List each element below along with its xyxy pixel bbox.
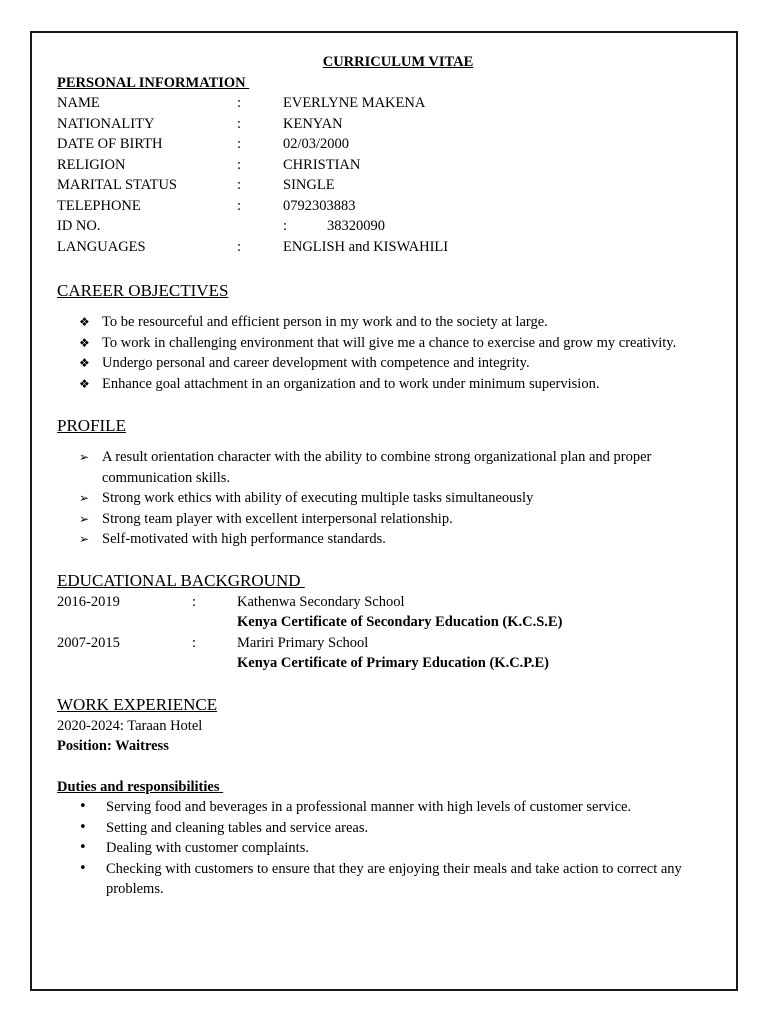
list-item: • Setting and cleaning tables and service areas. bbox=[57, 818, 717, 839]
row-value: EVERLYNE MAKENA bbox=[283, 95, 426, 111]
list-item: ❖ Enhance goal attachment in an organization and to work under minimum supervision. bbox=[57, 374, 717, 395]
arrow-bullet-icon: ➢ bbox=[79, 491, 90, 505]
diamond-bullet-icon: ❖ bbox=[79, 356, 90, 370]
dot-bullet-icon: • bbox=[79, 840, 87, 855]
dot-bullet-icon: • bbox=[79, 819, 87, 835]
row-colon: : bbox=[283, 218, 288, 234]
diamond-bullet-icon: ❖ bbox=[79, 376, 90, 391]
personal-row-id-no bbox=[57, 216, 717, 237]
education-award-row bbox=[57, 653, 717, 674]
list-item: ❖ To work in challenging environment that will give me a chance to exercise and grow my creativity. bbox=[57, 333, 717, 354]
row-value: SINGLE bbox=[283, 177, 335, 193]
row-colon: : bbox=[237, 238, 242, 255]
row-value: ENGLISH and KISWAHILI bbox=[283, 238, 449, 255]
row-value: KENYAN bbox=[283, 115, 343, 132]
personal-row-nationality bbox=[57, 114, 717, 135]
row-label: ID NO. bbox=[57, 218, 101, 234]
row-colon: : bbox=[237, 95, 242, 111]
personal-row-religion bbox=[57, 155, 717, 176]
list-item: ➢ A result orientation character with the ability to combine strong organizational plan and proper communication skills. bbox=[79, 449, 652, 486]
row-value: CHRISTIAN bbox=[283, 156, 361, 173]
list-item: • Serving food and beverages in a professional manner with high levels of customer service. bbox=[57, 797, 717, 818]
personal-row-marital-status bbox=[57, 175, 717, 196]
duties-list bbox=[57, 797, 717, 900]
diamond-bullet-icon: ❖ bbox=[79, 335, 90, 350]
row-colon: : bbox=[237, 115, 242, 132]
row-value: 0792303883 bbox=[283, 197, 356, 214]
row-colon: : bbox=[237, 177, 242, 193]
list-item: • Checking with customers to ensure that they are enjoying their meals and take action to correct any problems. bbox=[79, 860, 682, 897]
row-label: RELIGION bbox=[57, 156, 126, 173]
arrow-bullet-icon: ➢ bbox=[79, 532, 90, 546]
education-award: Kenya Certificate of Primary Education (K.C.P.E) bbox=[237, 655, 549, 671]
list-item: ➢ Self-motivated with high performance standards. bbox=[57, 529, 717, 550]
duties-heading: Duties and responsibilities bbox=[57, 778, 224, 795]
education-years: 2016-2019 bbox=[57, 593, 120, 610]
row-value: 02/03/2000 bbox=[283, 136, 350, 152]
row-label: TELEPHONE bbox=[57, 197, 141, 214]
dot-bullet-icon: • bbox=[79, 860, 87, 876]
dot-bullet-icon: • bbox=[79, 799, 87, 814]
education-entry bbox=[57, 633, 717, 654]
diamond-bullet-icon: ❖ bbox=[79, 315, 90, 329]
personal-row-name bbox=[57, 93, 717, 114]
education-heading: EDUCATIONAL BACKGROUND bbox=[57, 570, 305, 590]
profile-heading: PROFILE bbox=[57, 416, 126, 435]
personal-info-heading: PERSONAL INFORMATION bbox=[57, 74, 250, 91]
education-entry bbox=[57, 592, 717, 613]
list-item: ❖ To be resourceful and efficient person in my work and to the society at large. bbox=[57, 312, 717, 333]
row-label: LANGUAGES bbox=[57, 238, 146, 255]
cv-document bbox=[57, 52, 717, 900]
list-item: • Dealing with customer complaints. bbox=[57, 838, 717, 859]
row-value: 38320090 bbox=[327, 218, 385, 234]
profile-list bbox=[57, 447, 717, 550]
work-period: 2020-2024: Taraan Hotel bbox=[57, 717, 203, 734]
education-colon: : bbox=[192, 634, 197, 651]
row-label: DATE OF BIRTH bbox=[57, 136, 163, 152]
row-label: MARITAL STATUS bbox=[57, 177, 177, 193]
list-item: ❖ Undergo personal and career development with competence and integrity. bbox=[57, 353, 717, 374]
row-colon: : bbox=[237, 197, 242, 214]
row-label: NATIONALITY bbox=[57, 115, 155, 132]
personal-row-telephone bbox=[57, 196, 717, 217]
education-school: Mariri Primary School bbox=[237, 634, 369, 651]
arrow-bullet-icon: ➢ bbox=[79, 511, 90, 526]
row-colon: : bbox=[237, 156, 242, 173]
arrow-bullet-icon: ➢ bbox=[79, 450, 90, 464]
row-colon: : bbox=[237, 136, 242, 152]
list-item: ➢ Strong team player with excellent interpersonal relationship. bbox=[57, 509, 717, 530]
list-item: ➢ Strong work ethics with ability of executing multiple tasks simultaneously bbox=[57, 488, 717, 509]
document-title: CURRICULUM VITAE bbox=[322, 54, 474, 70]
education-award-row bbox=[57, 612, 717, 633]
work-experience-heading: WORK EXPERIENCE bbox=[57, 694, 218, 714]
work-position: Position: Waitress bbox=[57, 738, 169, 754]
personal-row-dob bbox=[57, 134, 717, 155]
education-years: 2007-2015 bbox=[57, 634, 120, 651]
education-school: Kathenwa Secondary School bbox=[237, 593, 405, 610]
education-colon: : bbox=[192, 593, 197, 610]
education-entries bbox=[57, 592, 717, 674]
career-objectives-heading: CAREER OBJECTIVES bbox=[57, 281, 229, 300]
career-objectives-list bbox=[57, 312, 717, 394]
personal-row-languages bbox=[57, 237, 717, 258]
row-label: NAME bbox=[57, 95, 100, 111]
education-award: Kenya Certificate of Secondary Education (K.C.S.E) bbox=[237, 614, 563, 630]
personal-info-table bbox=[57, 93, 717, 257]
